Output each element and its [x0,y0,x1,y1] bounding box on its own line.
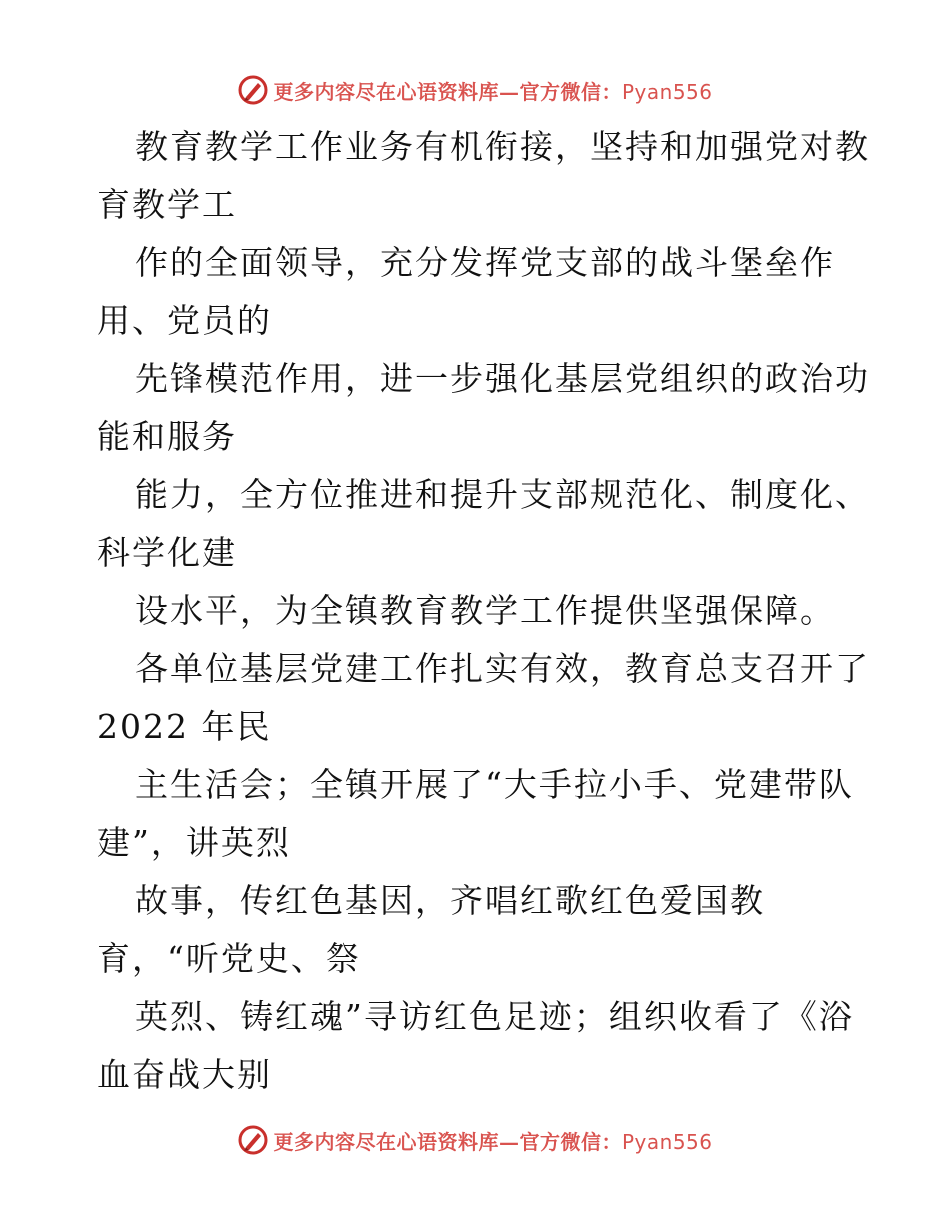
watermark-handle: Pyan556 [621,1129,713,1154]
document-body [0,118,950,1104]
pen-in-circle-icon [237,1124,269,1156]
text-line: 育教学工 [97,185,237,224]
watermark-handle: Pyan556 [621,79,713,104]
text-line: 作的全面领导，充分发挥党支部的战斗堡垒作 [135,243,835,282]
text-line: 用、党员的 [97,301,272,340]
text-line: 教育教学工作业务有机衔接，坚持和加强党对教 [135,127,870,166]
watermark-text: 更多内容尽在心语资料库—官方微信：Pyan556 [273,1129,713,1154]
text-line: 科学化建 [97,533,237,572]
text-line: 各单位基层党建工作扎实有效，教育总支召开了 [135,649,870,688]
text-line: 能和服务 [97,417,237,456]
header-watermark [0,70,950,110]
text-line: 主生活会；全镇开展了“大手拉小手、党建带队 [135,765,854,804]
text-line: 英烈、铸红魂”寻访红色足迹；组织收看了《浴 [135,997,854,1036]
text-line: 能力，全方位推进和提升支部规范化、制度化、 [135,475,870,514]
text-line: 故事，传红色基因，齐唱红歌红色爱国教 [135,881,765,920]
text-line: 设水平，为全镇教育教学工作提供坚强保障。 [135,591,835,630]
text-line: 建”，讲英烈 [97,823,291,862]
text-line: 血奋战大别 [97,1055,272,1094]
text-line: 先锋模范作用，进一步强化基层党组织的政治功 [135,359,870,398]
pen-in-circle-icon [237,74,269,106]
text-line: 2022 年民 [97,707,272,746]
text-line: 育，“听党史、祭 [97,939,361,978]
watermark-text: 更多内容尽在心语资料库—官方微信：Pyan556 [273,79,713,104]
footer-watermark [0,1120,950,1160]
